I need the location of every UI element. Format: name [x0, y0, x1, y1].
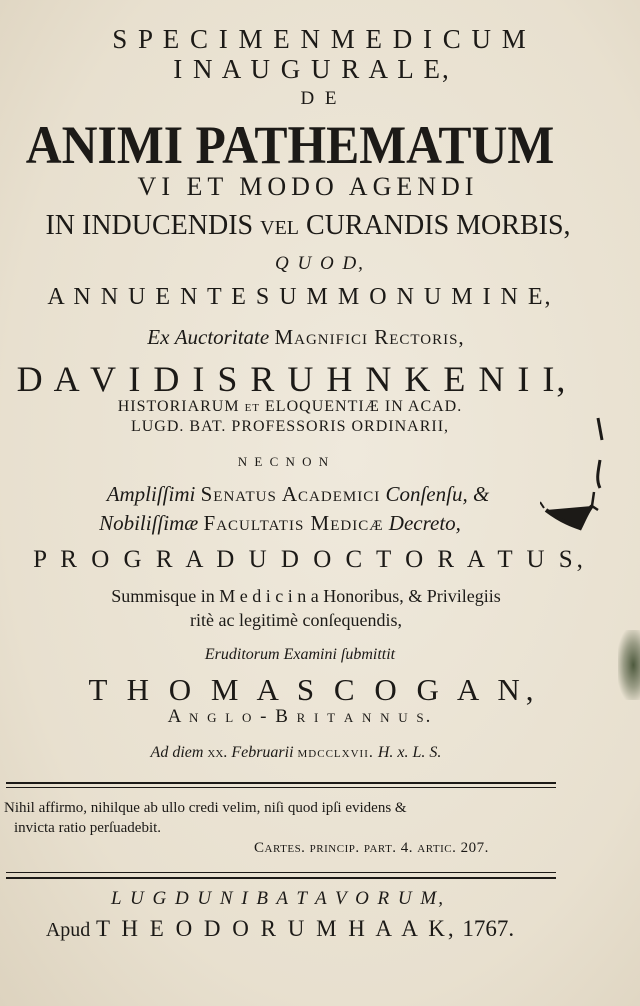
date-ad-diem: Ad diem: [150, 744, 204, 761]
facultas-medicae: Facultatis Medicæ: [203, 511, 384, 535]
imprint-apud: Apud: [45, 919, 91, 941]
page-edge-stain: [618, 630, 640, 700]
imprint-publisher: [0, 916, 600, 942]
senatus-consensu: Conſenſu,: [385, 482, 468, 506]
imprint-year: 1767.: [462, 916, 515, 941]
summisque-line: Summisque in M e d i c i n a Honoribus, & Privilegiis: [111, 586, 501, 606]
epigraph-line-2: invicta ratio perſuadebit.: [14, 820, 162, 836]
rector-title-et: et: [244, 398, 261, 415]
inducendis-part-vel: vel: [260, 210, 300, 241]
authority-line: [0, 325, 626, 350]
authority-auctoritate: Auctoritate: [174, 325, 270, 349]
rector-title-eloquentiae: ELOQUENTIÆ IN ACAD.: [265, 398, 463, 415]
date-hour: H. x. L. S.: [377, 744, 442, 761]
senatus-academici: Senatus Academici: [200, 482, 381, 506]
title-line-quod: Q U O D,: [275, 253, 365, 274]
facultas-decreto: Decreto,: [388, 511, 461, 535]
title-line-animi-pathematum: ANIMI PATHEMATUM: [25, 115, 555, 175]
rector-title-2: LUGD. BAT. PROFESSORIS ORDINARII,: [130, 418, 450, 435]
authority-rector: Magnifici Rectoris,: [274, 325, 465, 349]
rule-top-inner: [6, 787, 556, 788]
rite-line: ritè ac legitimè conſequendis,: [190, 610, 402, 630]
senatus-line: [0, 482, 618, 507]
date-year: mdcclxvii.: [297, 744, 374, 761]
nec-non: N E C N O N: [237, 454, 331, 469]
rule-bottom-inner: [6, 872, 556, 873]
imprint-haak: T H E O D O R U M H A A K,: [96, 916, 457, 941]
rector-title-1: [0, 398, 610, 416]
defense-date: [0, 744, 616, 762]
senatus-amplissimi: Ampliſſimi: [106, 482, 196, 506]
inducendis-part-a: IN INDUCENDIS: [45, 210, 254, 241]
title-line-annuente: A N N U E N T E S U M M O N U M I N E,: [47, 284, 553, 310]
epigraph-source: Cartes. princip. part. 4. artic. 207.: [254, 840, 489, 856]
title-line-de: D E: [300, 88, 340, 109]
title-line-inducendis: [0, 210, 628, 242]
rector-title-historiarum: HISTORIARUM: [117, 398, 240, 415]
facultas-nobilissimae: Nobiliſſimæ: [99, 511, 199, 535]
epigraph-line-1: Nihil affirmo, nihilque ab ullo credi velim, niſi quod ipſi evidens &: [4, 800, 407, 816]
pro-gradu-doctoratus: P R O G R A D U D O C T O R A T U S,: [33, 546, 587, 573]
date-day: xx.: [207, 744, 228, 761]
rule-bottom: [6, 877, 556, 879]
authority-ex: Ex: [147, 325, 170, 349]
author-nation: A n g l o - B r i t a n n u s.: [167, 706, 433, 727]
inducendis-part-c: CURANDIS MORBIS,: [306, 210, 571, 241]
imprint-place: L U G D U N I B A T A V O R U M,: [111, 888, 445, 909]
title-line-vi-et-modo: VI ET MODO AGENDI: [137, 172, 479, 201]
title-line-inaugurale: I N A U G U R A L E,: [173, 54, 451, 84]
rule-top: [6, 782, 556, 784]
senatus-ampersand: &: [472, 482, 490, 506]
ink-flourish-mark: [540, 410, 630, 570]
date-month: Februarii: [231, 744, 294, 761]
facultas-line: [0, 511, 600, 536]
title-line-specimen: S P E C I M E N M E D I C U M: [112, 24, 528, 54]
rector-name: D A V I D I S R U H N K E N I I,: [16, 359, 568, 399]
author-name: T H O M A S C O G A N,: [88, 672, 540, 707]
eruditorum-line: Eruditorum Examini ſubmittit: [204, 646, 396, 663]
